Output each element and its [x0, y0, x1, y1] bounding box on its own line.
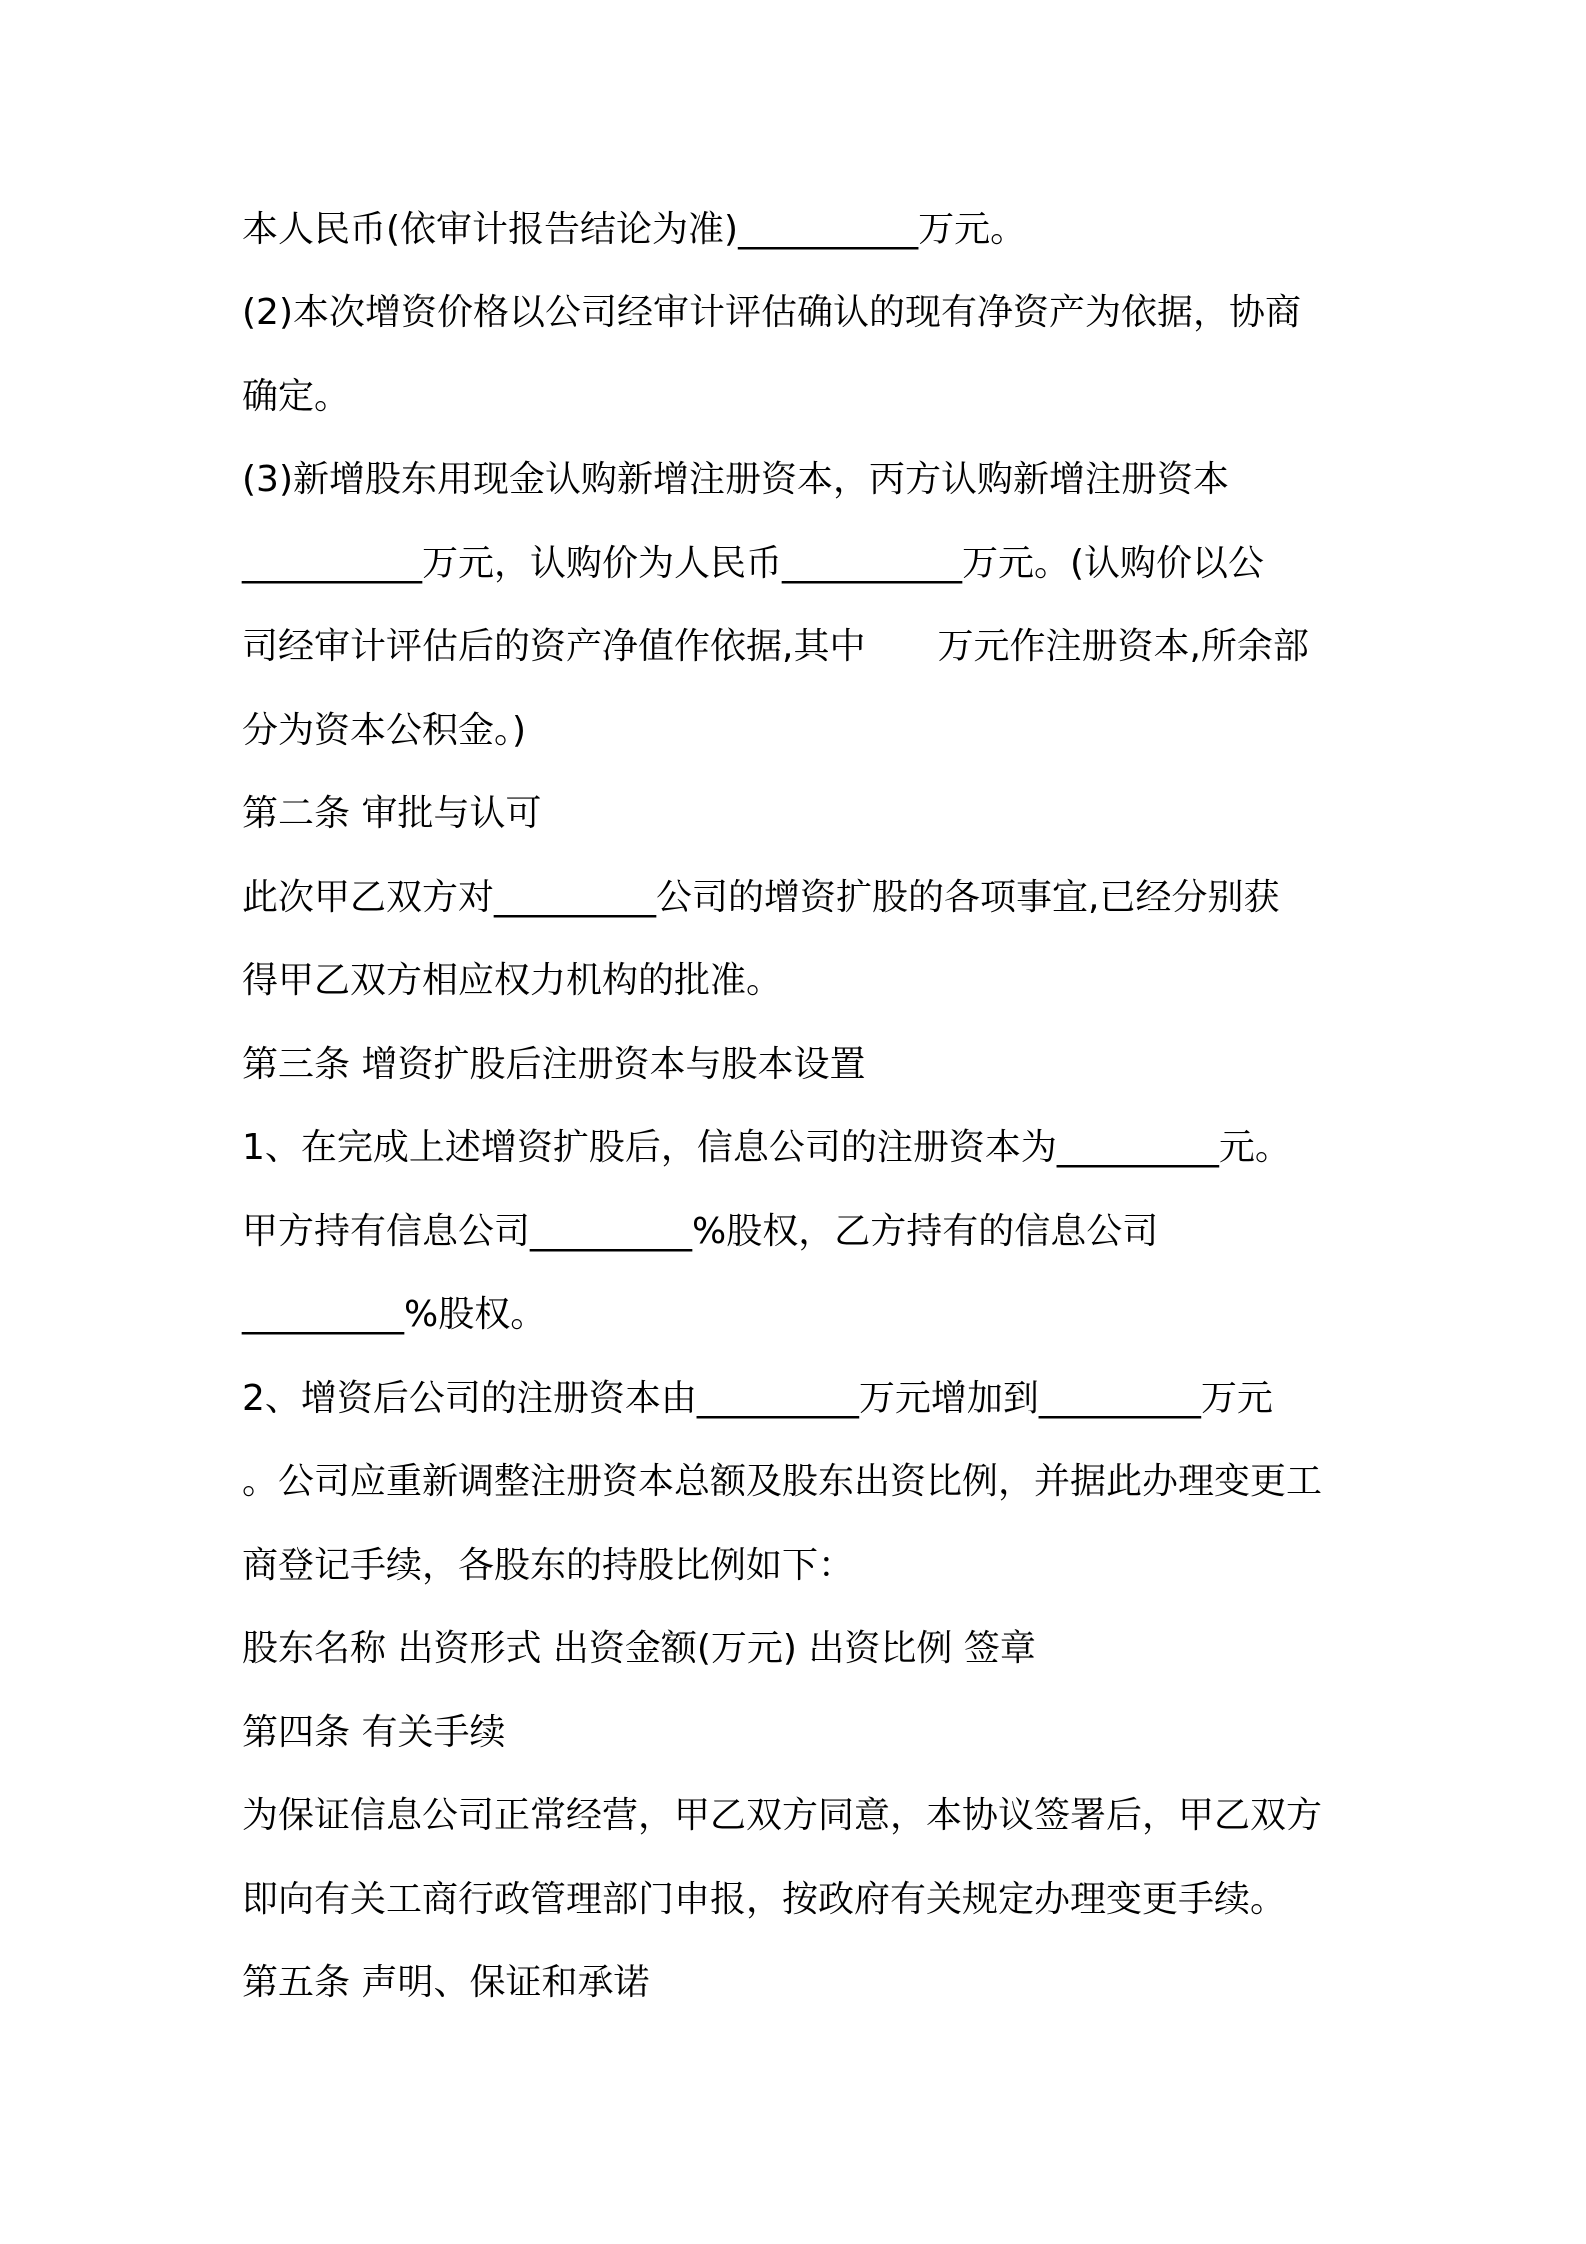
text-line: 得甲乙双方相应权力机构的批准。 [242, 960, 783, 1001]
text-line: 即向有关工商行政管理部门申报，按政府有关规定办理变更手续。 [242, 1879, 1287, 1920]
text-line: 2、增资后公司的注册资本由_________万元增加到_________万元 [242, 1378, 1273, 1419]
text-line: 为保证信息公司正常经营，甲乙双方同意，本协议签署后，甲乙双方 [242, 1795, 1323, 1836]
section-heading: 第五条 声明、保证和承诺 [242, 1962, 650, 2003]
text-line: 甲方持有信息公司_________%股权，乙方持有的信息公司 [242, 1211, 1159, 1252]
text-line: (3)新增股东用现金认购新增注册资本，丙方认购新增注册资本 [242, 459, 1229, 500]
section-heading: 第四条 有关手续 [242, 1712, 506, 1753]
section-heading: 第二条 审批与认可 [242, 793, 542, 834]
text-line: 确定。 [242, 376, 351, 417]
table-header-line: 股东名称 出资形式 出资金额(万元) 出资比例 签章 [242, 1628, 1036, 1669]
section-heading: 第三条 增资扩股后注册资本与股本设置 [242, 1044, 866, 1085]
text-line: 商登记手续，各股东的持股比例如下： [242, 1545, 855, 1586]
text-line: __________万元，认购价为人民币__________万元。(认购价以公 [242, 543, 1265, 584]
text-line: 司经审计评估后的资产净值作依据,其中 万元作注册资本,所余部 [242, 626, 1309, 667]
text-line: 1、在完成上述增资扩股后，信息公司的注册资本为_________元。 [242, 1127, 1291, 1168]
text-line: (2)本次增资价格以公司经审计评估确认的现有净资产为依据，协商 [242, 292, 1301, 333]
text-line: 本人民币(依审计报告结论为准)__________万元。 [242, 209, 1027, 250]
text-line: 分为资本公积金。) [242, 710, 527, 751]
text-line: 此次甲乙双方对_________公司的增资扩股的各项事宜,已经分别获 [242, 877, 1280, 918]
text-line: _________%股权。 [242, 1294, 547, 1335]
text-line: 。公司应重新调整注册资本总额及股东出资比例，并据此办理变更工 [242, 1461, 1323, 1502]
